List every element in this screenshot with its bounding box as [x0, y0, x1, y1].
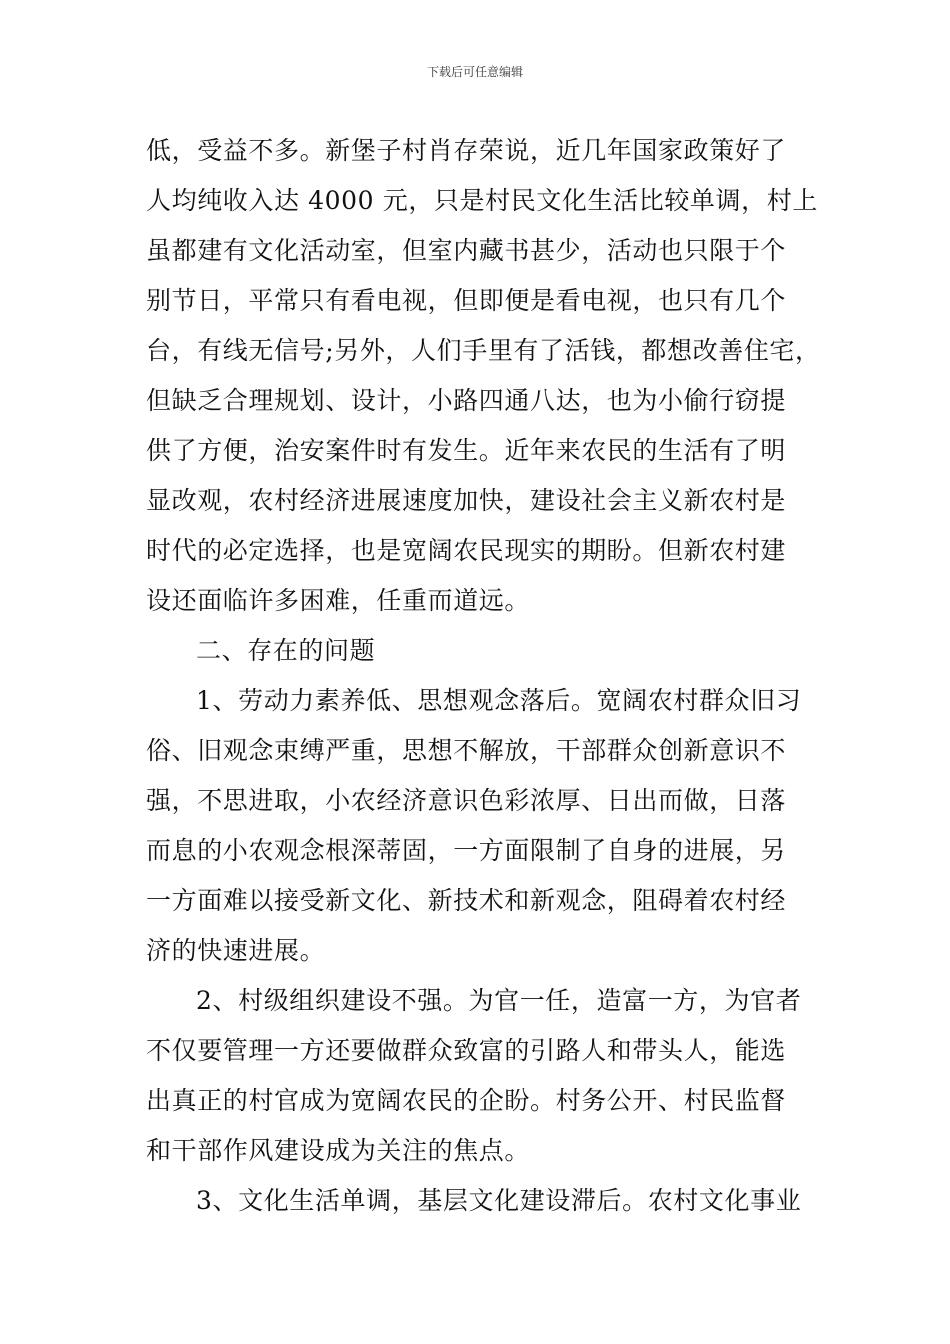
text-line: 俗、旧观念束缚严重，思想不解放，干部群众创新意识不 — [146, 736, 787, 765]
text-line: 一方面难以接受新文化、新技术和新观念，阻碍着农村经 — [146, 886, 787, 915]
text-line: 台，有线无信号;另外，人们手里有了活钱，都想改善住宅， — [146, 336, 821, 365]
text-line: 但缺乏合理规划、设计，小路四通八达，也为小偷行窃提 — [146, 386, 787, 415]
text-line: 不仅要管理一方还要做群众致富的引路人和带头人，能选 — [146, 1036, 787, 1065]
text-line: 供了方便，治安案件时有发生。近年来农民的生活有了明 — [146, 436, 787, 465]
text-line: 人均纯收入达 4000 元，只是村民文化生活比较单调，村上 — [146, 186, 818, 215]
document-body — [146, 126, 821, 1226]
text-line: 低，受益不多。新堡子村肖存荣说，近几年国家政策好了 — [146, 136, 787, 165]
text-line: 设还面临许多困难，任重而道远。 — [146, 586, 531, 615]
page-header: 下载后可任意编辑 — [426, 65, 523, 79]
text-line: 时代的必定选择，也是宽阔农民现实的期盼。但新农村建 — [146, 536, 787, 565]
section-heading: 二、存在的问题 — [196, 636, 376, 665]
text-line: 出真正的村官成为宽阔农民的企盼。村务公开、村民监督 — [146, 1086, 787, 1115]
paragraph-first-line: 2、村级组织建设不强。为官一任，造富一方，为官者 — [196, 986, 802, 1015]
text-line: 虽都建有文化活动室，但室内藏书甚少，活动也只限于个 — [146, 236, 787, 265]
paragraph-first-line: 1、劳动力素养低、思想观念落后。宽阔农村群众旧习 — [196, 686, 802, 715]
text-line: 和干部作风建设成为关注的焦点。 — [146, 1136, 531, 1165]
text-line: 别节日，平常只有看电视，但即便是看电视，也只有几个 — [146, 286, 787, 315]
text-line: 显改观，农村经济进展速度加快，建设社会主义新农村是 — [146, 486, 787, 515]
paragraph-first-line: 3、文化生活单调，基层文化建设滞后。农村文化事业 — [196, 1186, 802, 1215]
text-line: 强，不思进取，小农经济意识色彩浓厚、日出而做，日落 — [146, 786, 787, 815]
text-line: 济的快速进展。 — [146, 936, 326, 965]
text-line: 而息的小农观念根深蒂固，一方面限制了自身的进展，另 — [146, 836, 787, 865]
